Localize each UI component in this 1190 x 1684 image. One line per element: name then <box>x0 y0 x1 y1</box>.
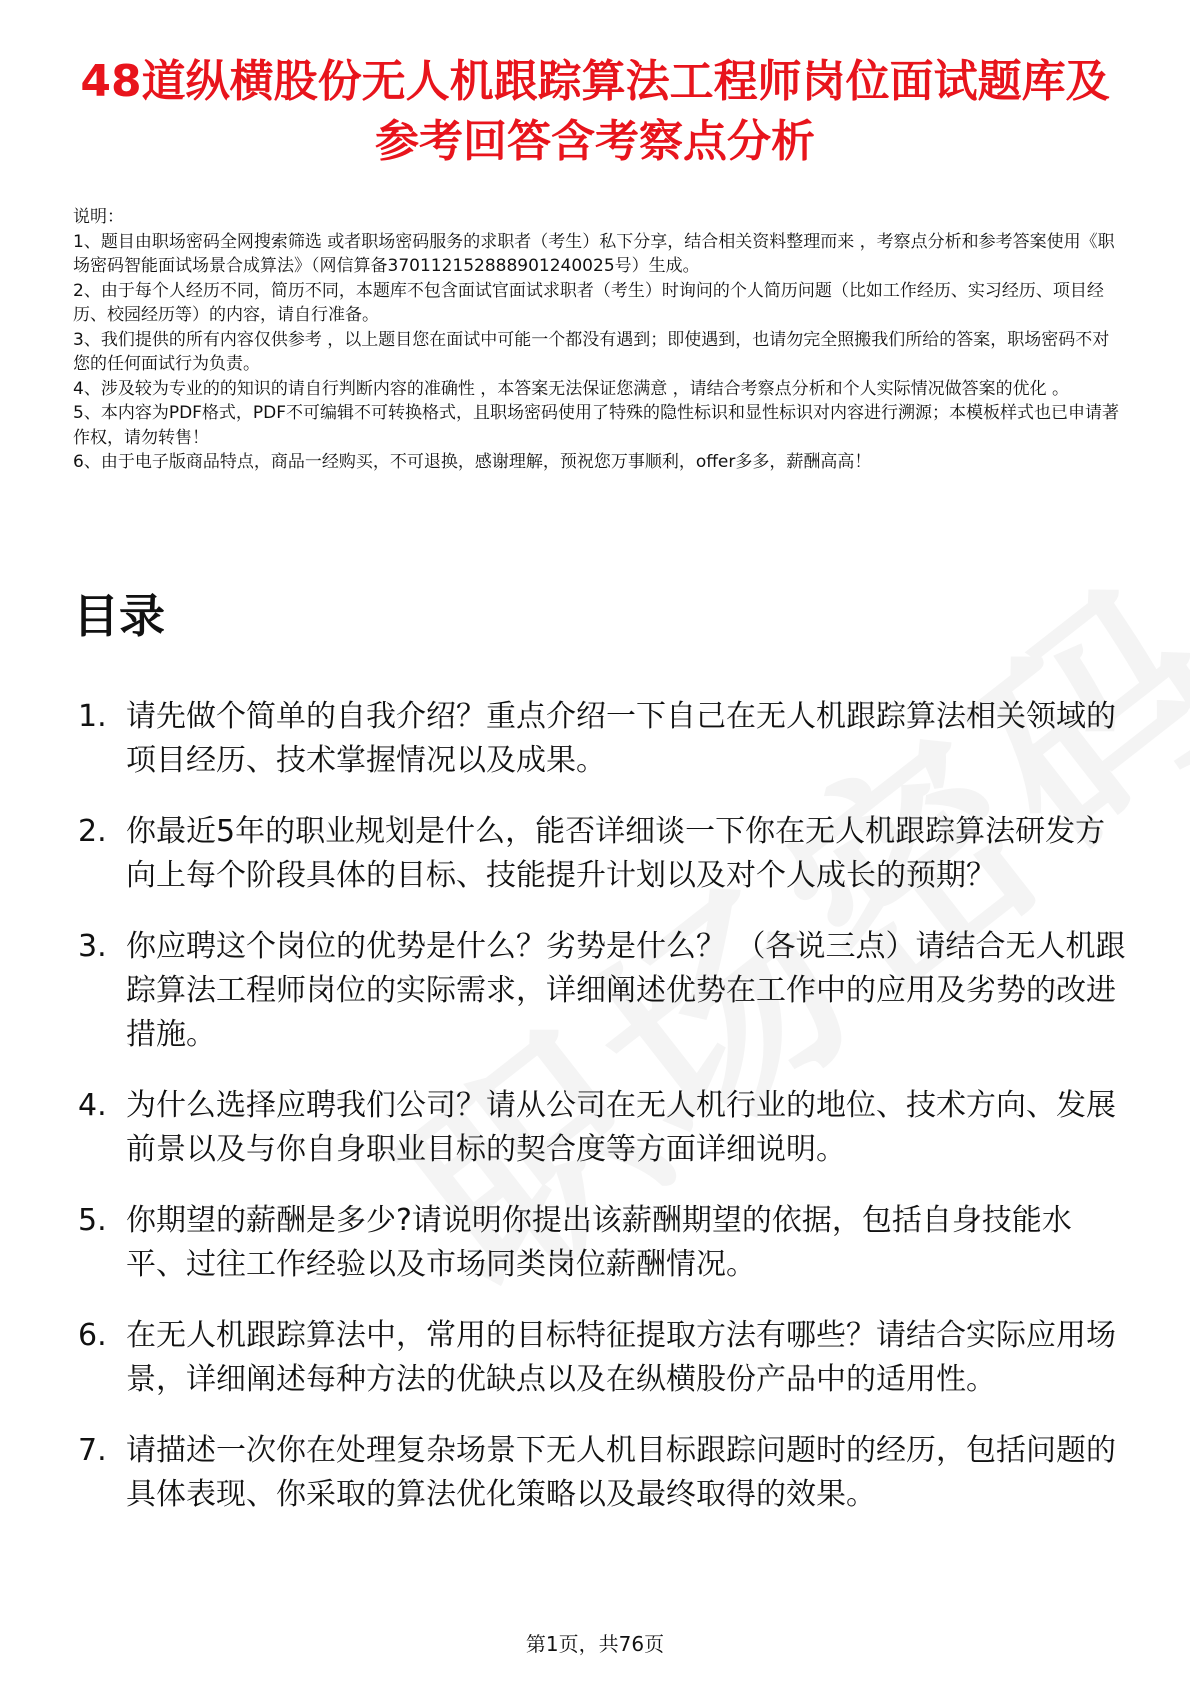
note-item-6: 6、由于电子版商品特点，商品一经购买，不可退换，感谢理解，预祝您万事顺利，offer多多，薪酬高高！ <box>73 452 872 472</box>
toc-list <box>78 695 1128 1544</box>
toc-heading: 目录 <box>73 589 165 643</box>
note-item-5: 5、本内容为PDF格式，PDF不可编辑不可转换格式，且职场密码使用了特殊的隐性标识和显性标识对内容进行溯源；本模板样式也已申请著作权，请勿转售！ <box>73 403 1120 448</box>
toc-item-number: 7. <box>78 1433 107 1468</box>
document-title: 48道纵横股份无人机跟踪算法工程师岗位面试题库及参考回答含考察点分析 <box>80 56 1110 167</box>
notes-heading: 说明： <box>73 207 124 227</box>
toc-item-2[interactable] <box>78 810 1128 898</box>
toc-item-6[interactable] <box>78 1314 1128 1402</box>
toc-item-text: 请先做个简单的自我介绍？重点介绍一下自己在无人机跟踪算法相关领域的项目经历、技术掌握情况以及成果。 <box>126 699 1116 778</box>
notes-section <box>73 205 1123 475</box>
toc-item-number: 4. <box>78 1088 107 1123</box>
toc-item-number: 1. <box>78 699 107 734</box>
toc-item-text: 为什么选择应聘我们公司？请从公司在无人机行业的地位、技术方向、发展前景以及与你自身职业目标的契合度等方面详细说明。 <box>126 1088 1116 1167</box>
toc-item-number: 3. <box>78 929 107 964</box>
toc-item-number: 5. <box>78 1203 107 1238</box>
note-item-4: 4、涉及较为专业的的知识的请自行判断内容的准确性 ，本答案无法保证您满意 ，请结合考察点分析和个人实际情况做答案的优化 。 <box>73 378 1070 399</box>
toc-item-text: 在无人机跟踪算法中，常用的目标特征提取方法有哪些？请结合实际应用场景，详细阐述每种方法的优缺点以及在纵横股份产品中的适用性。 <box>126 1318 1116 1397</box>
toc-item-text: 你应聘这个岗位的优势是什么？劣势是什么？ （各说三点）请结合无人机跟踪算法工程师岗位的实际需求，详细阐述优势在工作中的应用及劣势的改进措施。 <box>126 929 1126 1052</box>
toc-item-5[interactable] <box>78 1199 1128 1287</box>
toc-item-1[interactable] <box>78 695 1128 783</box>
toc-item-text: 请描述一次你在处理复杂场景下无人机目标跟踪问题时的经历，包括问题的具体表现、你采取的算法优化策略以及最终取得的效果。 <box>126 1433 1116 1512</box>
note-item-3: 3、我们提供的所有内容仅供参考 ，以上题目您在面试中可能一个都没有遇到；即使遇到，也请勿完全照搬我们所给的答案，职场密码不对您的任何面试行为负责。 <box>73 329 1110 374</box>
page-footer: 第1页，共76页 <box>525 1632 665 1656</box>
note-item-1: 1、题目由职场密码全网搜索筛选 或者职场密码服务的求职者（考生）私下分享，结合相关资料整理而来 ，考察点分析和参考答案使用《职场密码智能面试场景合成算法》（网信算备370112152888901240025号）生成。 <box>73 231 1115 276</box>
toc-item-3[interactable] <box>78 925 1128 1057</box>
note-item-2: 2、由于每个人经历不同，简历不同，本题库不包含面试官面试求职者（考生）时询问的个人简历问题（比如工作经历、实习经历、项目经历、校园经历等）的内容，请自行准备。 <box>73 280 1104 325</box>
toc-item-number: 2. <box>78 814 107 849</box>
toc-item-number: 6. <box>78 1318 107 1353</box>
toc-item-text: 你最近5年的职业规划是什么，能否详细谈一下你在无人机跟踪算法研发方向上每个阶段具体的目标、技能提升计划以及对个人成长的预期？ <box>126 814 1106 893</box>
toc-item-4[interactable] <box>78 1084 1128 1172</box>
toc-item-text: 你期望的薪酬是多少?请说明你提出该薪酬期望的依据，包括自身技能水平、过往工作经验以及市场同类岗位薪酬情况。 <box>126 1203 1072 1282</box>
toc-item-7[interactable] <box>78 1429 1128 1517</box>
